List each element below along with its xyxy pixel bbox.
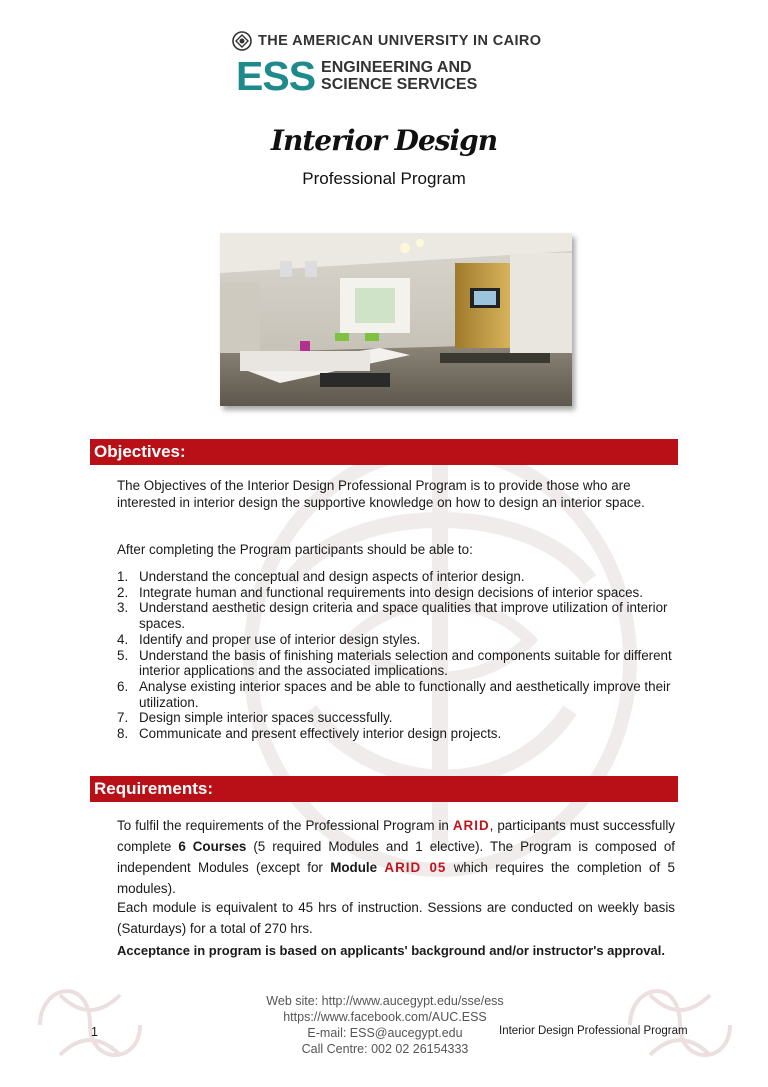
requirements-heading: Requirements: <box>90 776 678 802</box>
req-text-a: To fulfil the requirements of the Professional Program in <box>117 818 453 833</box>
requirements-paragraph-2: Each module is equivalent to 45 hrs of instruction. Sessions are conducted on weekly basis (Saturdays) for a total of 270 hrs. <box>117 900 675 936</box>
objective-text: Identify and proper use of interior design styles. <box>139 631 421 647</box>
objective-item <box>117 585 689 601</box>
interior-room-photo <box>220 233 572 406</box>
ess-mark: ESS <box>236 53 316 99</box>
objective-item <box>117 648 689 679</box>
objectives-intro: The Objectives of the Interior Design Professional Program is to provide those who are interested in interior design the supportive knowledge on how to design an interior space. <box>117 478 645 511</box>
footer-phone: Call Centre: 002 02 26154333 <box>301 1042 469 1056</box>
objective-item <box>117 679 689 710</box>
ess-name-line-2: SCIENCE SERVICES <box>321 76 478 93</box>
objective-text: Understand the conceptual and design aspects of interior design. <box>139 569 525 584</box>
objective-item <box>117 569 689 585</box>
footer-website[interactable]: Web site: http://www.aucegypt.edu/sse/ess <box>266 994 504 1008</box>
acceptance-note: Acceptance in program is based on applicants' background and/or instructor's approval. <box>117 943 665 958</box>
course-count: 6 Courses <box>178 839 247 854</box>
footer-document-title: Interior Design Professional Program <box>499 1025 688 1037</box>
objective-number: 2. <box>117 584 129 600</box>
objective-text: Design simple interior spaces successfully. <box>139 710 393 726</box>
req-text-d: which requires the completion of 5 modules). <box>117 860 675 896</box>
page-title: Interior Design <box>270 124 498 157</box>
objective-number: 1. <box>117 569 129 584</box>
req-text-b: , participants must successfully complete <box>117 818 675 854</box>
req-text-c: (5 required Modules and 1 elective). The Program is composed of independent Modules (except for <box>117 839 675 875</box>
footer-contact <box>240 993 530 1057</box>
objective-number: 4. <box>117 631 129 647</box>
objective-item <box>117 632 689 648</box>
module-code: ARID 05 <box>384 860 447 875</box>
ess-name-line-1: ENGINEERING AND <box>321 59 472 76</box>
objective-number: 8. <box>117 726 129 742</box>
objective-text: Communicate and present effectively interior design projects. <box>139 726 502 742</box>
page-number: 1 <box>91 1025 98 1039</box>
ess-full-name <box>321 59 477 93</box>
objective-item <box>117 600 689 631</box>
university-name: THE AMERICAN UNIVERSITY IN CAIRO <box>258 33 542 49</box>
module-label: Module <box>330 860 378 875</box>
objective-number: 3. <box>117 600 129 616</box>
page-subtitle: Professional Program <box>302 169 466 188</box>
program-code: ARID <box>452 818 490 833</box>
footer-email[interactable]: E-mail: ESS@aucegypt.edu <box>307 1026 463 1040</box>
objective-number: 6. <box>117 678 129 694</box>
objective-item <box>117 710 689 726</box>
footer-ornament-left <box>30 965 150 1085</box>
objective-text: Understand the basis of finishing materials selection and components suitable for different interior applications and the associated implications. <box>139 647 672 679</box>
auc-logo <box>232 30 552 52</box>
objective-text: Analyse existing interior spaces and be able to functionally and aesthetically improve their utilization. <box>139 678 671 710</box>
objective-item <box>117 726 689 742</box>
requirements-paragraph-1 <box>117 815 675 899</box>
ess-logo <box>236 55 556 97</box>
objective-number: 7. <box>117 710 129 726</box>
objectives-lead: After completing the Program participants should be able to: <box>117 542 473 557</box>
footer-facebook[interactable]: https://www.facebook.com/AUC.ESS <box>283 1010 487 1024</box>
objectives-list <box>117 569 689 742</box>
objective-number: 5. <box>117 647 129 663</box>
auc-seal-icon <box>232 31 252 51</box>
objectives-heading: Objectives: <box>90 439 678 465</box>
objective-text: Understand aesthetic design criteria and space qualities that improve utilization of interior spaces. <box>139 600 668 632</box>
objective-text: Integrate human and functional requirements into design decisions of interior spaces. <box>139 584 643 600</box>
